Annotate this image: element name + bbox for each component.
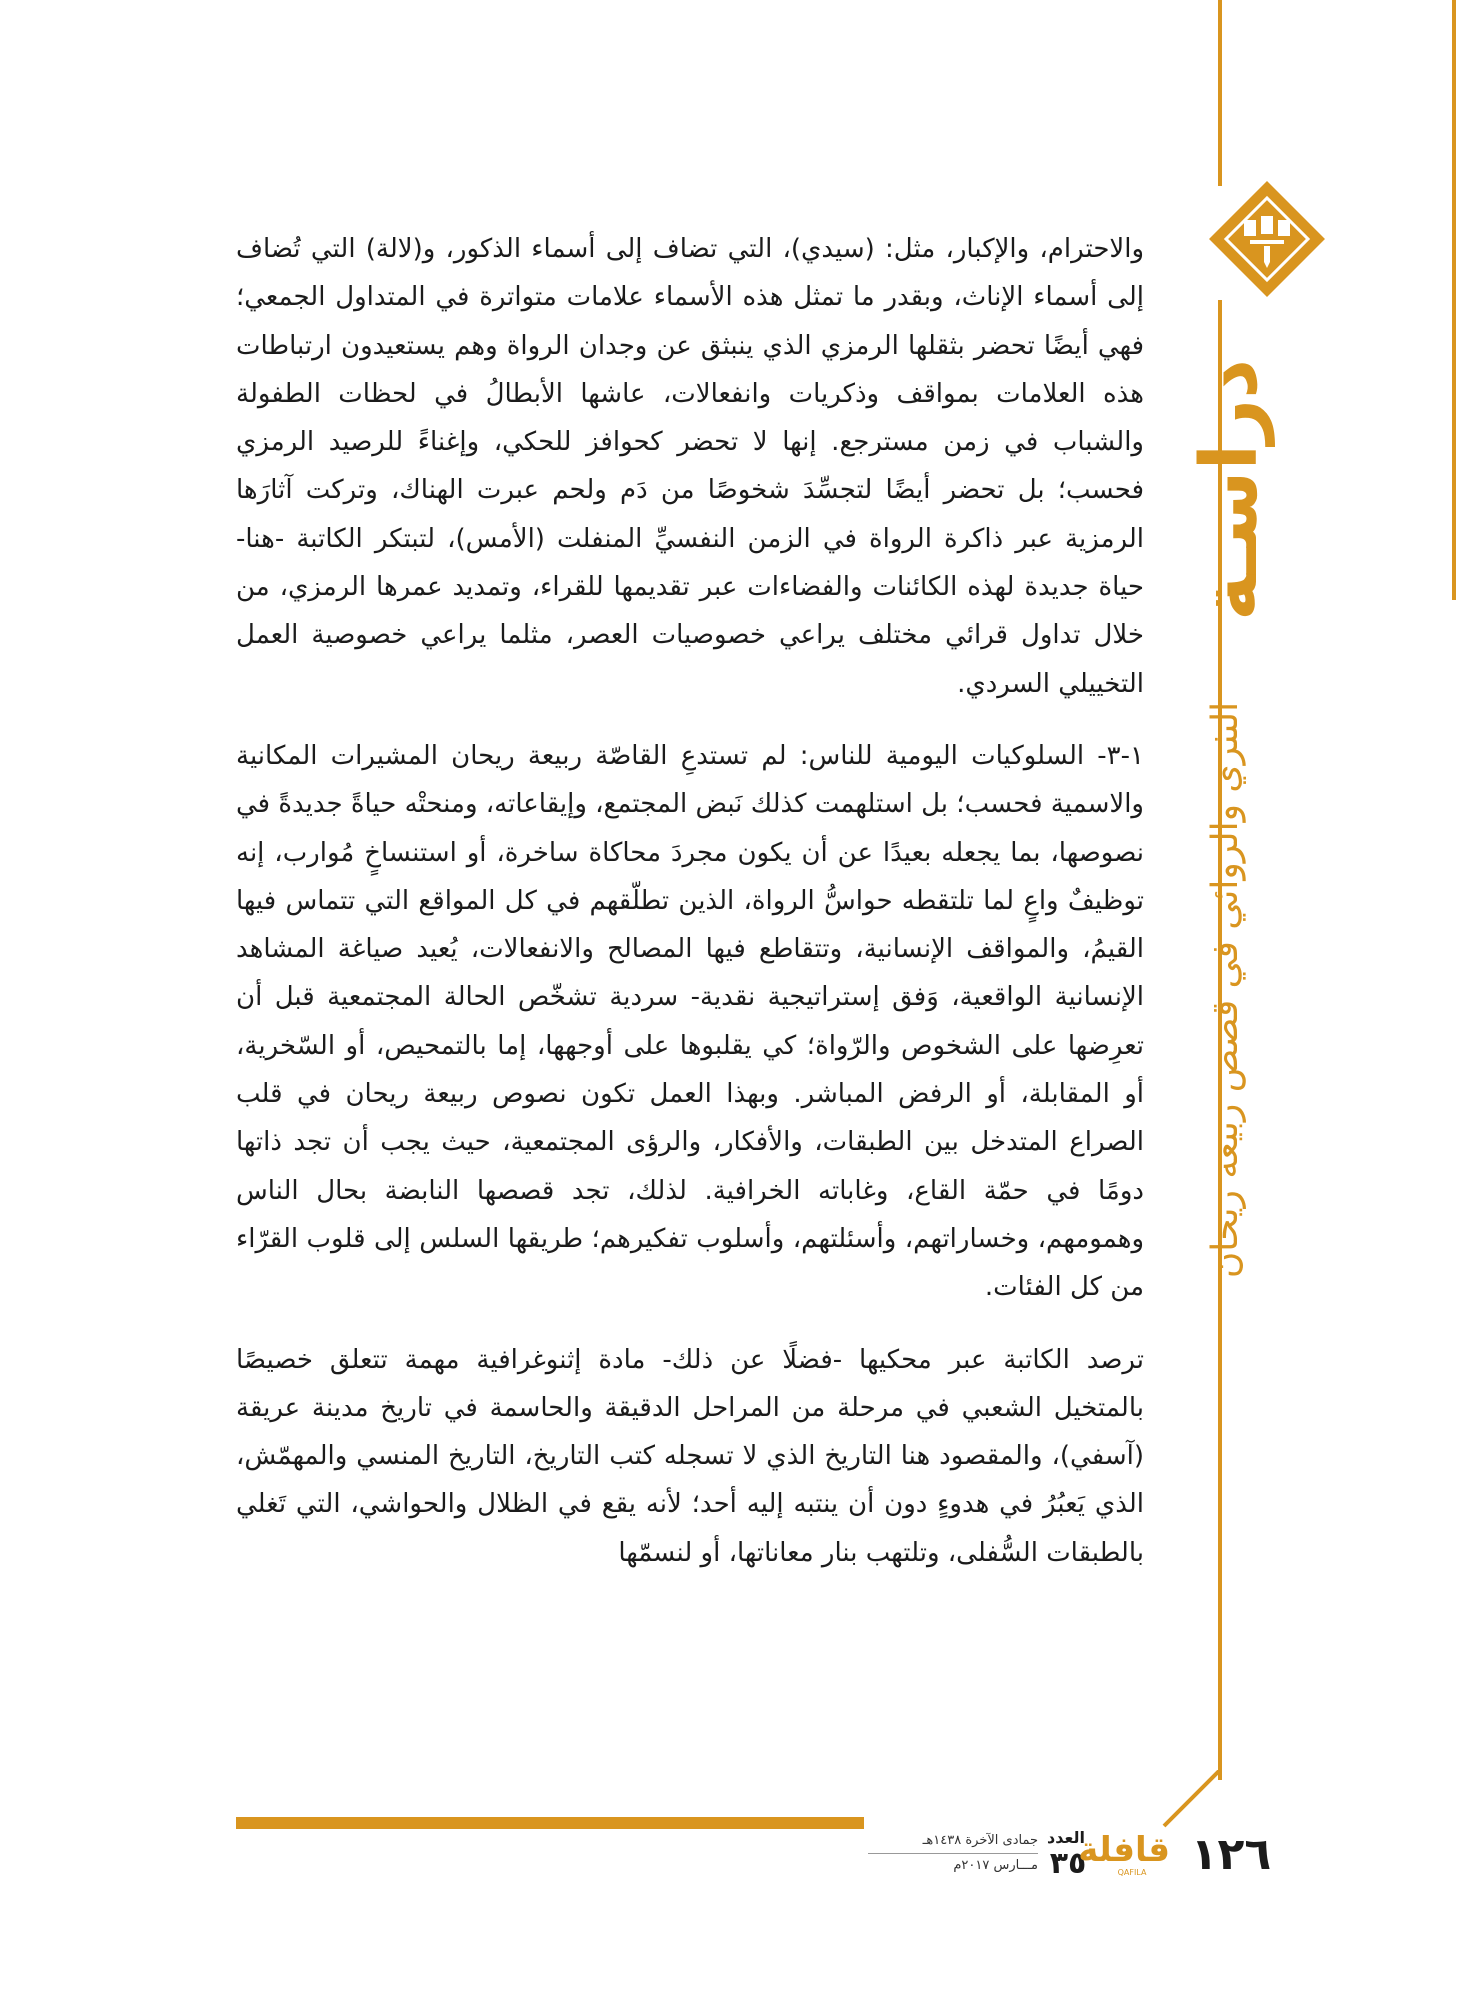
paragraph: والاحترام، والإكبار، مثل: (سيدي)، التي تضاف إلى أسماء الذكور، و(لالة) التي تُضاف إلى أسماء الإناث، وبقدر ما تمثل هذه الأسماء علامات متواترة في المتداول الجمعي؛ فهي أيضًا تحضر بثقلها الرمزي الذي ينبثق عن وجدان الرواة وهم يستعيدون ارتباطات هذه العلامات بمواقف وذكريات وانفعالات، عاشها الأبطالُ في لحظات الطفولة والشباب في زمن مسترجع. إنها لا تحضر كحوافز للحكي، وإغناءً للرصيد الرمزي فحسب؛ بل تحضر أيضًا لتجسِّدَ شخوصًا من دَم ولحم عبرت الهناك، وتركت آثارَها الرمزية عبر ذاكرة الرواة في الزمن النفسيِّ المنفلت (الأمس)، لتبتكر الكاتبة -هنا- حياة جديدة لهذه الكائنات والفضاءات عبر تقديمها للقراء، وتمديد عمرها الرمزي، من خلال تداول قرائي مختلف يراعي خصوصيات العصر، مثلما يراعي خصوصية العمل التخييلي السردي.: [236, 234, 1144, 699]
frame-corner-diagonal: [1160, 1770, 1230, 1830]
paragraph: ١-٣- السلوكيات اليومية للناس: لم تستدعِ القاصّة ربيعة ريحان المشيرات المكانية والاسمية فحسب؛ بل استلهمت كذلك نَبض المجتمع، وإيقاعاته، ومنحتْه حياةً جديدةً في نصوصها، بما يجعله بعيدًا عن أن يكون مجردَ محاكاة ساخرة، أو استنساخٍ مُوارب، إنه توظيفٌ واعٍ لما تلتقطه حواسُّ الرواة، الذين تطلّقهم في كل المواقع التي تتماس فيها القيمُ، والمواقف الإنسانية، وتتقاطع فيها المصالح والانفعالات، يُعيد صياغة المشاهد الإنسانية الواقعية، وَفق إستراتيجية نقدية- سردية تشخّص الحالة المجتمعية قبل أن تعرِضها على الشخوص والرّواة؛ كي يقلبوها على أوجهها، إما بالتمحيص، أو السّخرية، أو المقابلة، أو الرفض المباشر. وبهذا العمل تكون نصوص ربيعة ريحان في قلب الصراع المتدخل بين الطبقات، والأفكار، والرؤى المجتمعية، حيث يجب أن تجد ذاتها دومًا في حمّة القاع، وغاباته الخرافية. لذلك، تجد قصصها النابضة بحال الناس وهمومهم، وخساراتهم، وأسئلتهم، وأسلوب تفكيرهم؛ طريقها السلس إلى قلوب القرّاء من كل الفئات.: [236, 740, 1144, 1303]
running-title: [1195, 655, 1255, 1325]
issue-number: ٣٥: [1049, 1846, 1087, 1881]
frame-line-top-vertical: [1218, 0, 1222, 186]
magazine-latin-name: QAFILA: [1117, 1868, 1147, 1877]
section-title-text: دراسـة: [1185, 358, 1275, 622]
hijri-date: جمادى الآخرة ١٤٣٨هـ: [922, 1833, 1038, 1848]
issue-dates: [868, 1830, 1038, 1877]
footer-bar: [236, 1817, 864, 1829]
gregorian-date: مـــارس ٢٠١٧م: [953, 1858, 1038, 1873]
running-title-text: النثري والروائي في قصص ربيعة ريحان: [1204, 701, 1246, 1279]
issue-info: [868, 1826, 1286, 1886]
magazine-name: قافلة: [1078, 1830, 1170, 1870]
section-title: [1170, 358, 1290, 622]
frame-line-right-vertical: [1452, 0, 1456, 600]
issue-label: العدد: [1047, 1828, 1085, 1847]
article-body: [236, 225, 1144, 1577]
magazine-logo: [1078, 1828, 1170, 1882]
paragraph: ترصد الكاتبة عبر محكيها -فضلًا عن ذلك- مادة إثنوغرافية مهمة تتعلق خصيصًا بالمتخيل الشعبي في مرحلة من المراحل الدقيقة والحاسمة في تاريخ مدينة عريقة (آسفي)، والمقصود هنا التاريخ الذي لا تسجله كتب التاريخ، التاريخ المنسي والمهمّش، الذي يَعبُرُ في هدوءٍ دون أن ينتبه إليه أحد؛ لأنه يقع في الظلال والحواشي، التي تَغلي بالطبقات السُّفلى، وتلتهب بنار معاناتها، أو لنسمّها: [236, 1344, 1144, 1568]
page-number: ١٢٦: [1190, 1829, 1272, 1880]
date-divider: [868, 1853, 1038, 1854]
book-logo-icon: [1206, 178, 1328, 300]
